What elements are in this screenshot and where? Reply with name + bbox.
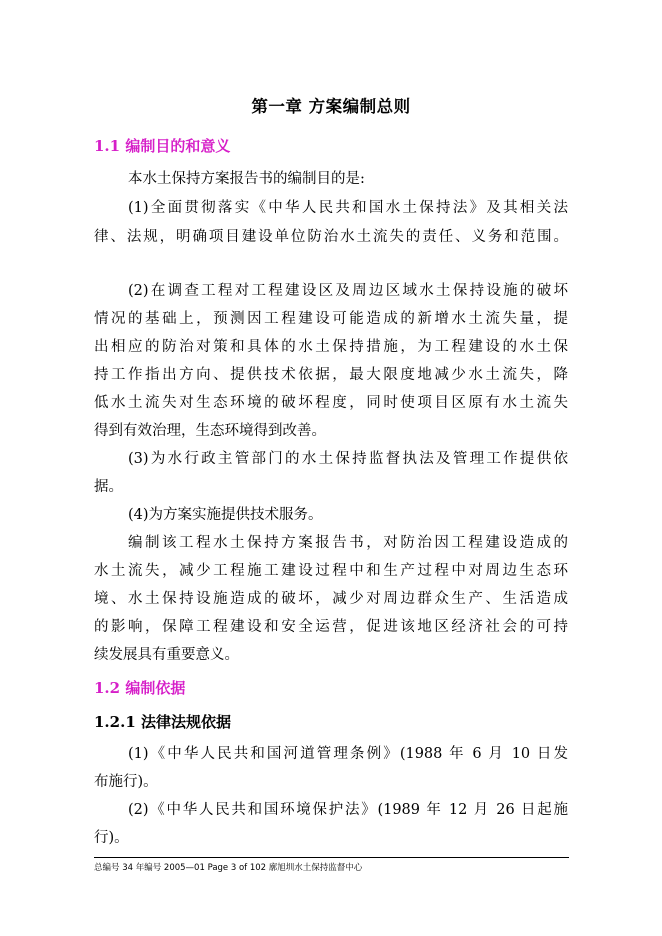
- paragraph-line: 行)。: [94, 830, 129, 846]
- paragraph-line: (4)为方案实施提供技术服务。: [128, 507, 323, 523]
- paragraph-line: 布施行)。: [94, 774, 158, 790]
- paragraph-line: 低水土流失对生态环境的破坏程度，同时使项目区原有水土流失: [94, 395, 568, 411]
- footer-divider: [94, 857, 569, 858]
- paragraph-line: 出相应的防治对策和具体的水土保持措施，为工程建设的水土保: [94, 339, 568, 355]
- paragraph-line: 情况的基础上，预测因工程建设可能造成的新增水土流失量，提: [94, 311, 568, 327]
- paragraph-line: 境、水土保持设施造成的破坏，减少对周边群众生产、生活造成: [94, 591, 568, 607]
- section-heading-1-1: 1.1 编制目的和意义: [94, 137, 231, 155]
- subsection-heading-1-2-1: 1.2.1 法律法规依据: [94, 713, 231, 731]
- paragraph-line: 得到有效治理，生态环境得到改善。: [94, 423, 326, 439]
- paragraph-line: 的影响，保障工程建设和安全运营，促进该地区经济社会的可持: [94, 619, 568, 635]
- paragraph-line: (1)《中华人民共和国河道管理条例》(1988 年 6 月 10 日发: [128, 746, 568, 762]
- paragraph-line: 据。: [94, 479, 123, 495]
- chapter-title: 第一章 方案编制总则: [251, 97, 411, 116]
- section-heading-1-2: 1.2 编制依据: [94, 679, 186, 697]
- paragraph-line: 本水土保持方案报告书的编制目的是:: [128, 171, 365, 187]
- paragraph-line: 水土流失，减少工程施工建设过程中和生产过程中对周边生态环: [94, 563, 568, 579]
- paragraph-line: 律、法规，明确项目建设单位防治水土流失的责任、义务和范围。: [94, 229, 568, 245]
- paragraph-line: (2)在调查工程对工程建设区及周边区域水土保持设施的破坏: [128, 283, 568, 299]
- paragraph-line: (3)为水行政主管部门的水土保持监督执法及管理工作提供依: [128, 451, 568, 467]
- page-footer: 总编号 34 年编号 2005—01 Page 3 of 102 廓旭圳水土保持监督中心: [94, 863, 363, 873]
- paragraph-line: (1)全面贯彻落实《中华人民共和国水土保持法》及其相关法: [128, 200, 568, 216]
- paragraph-line: (2)《中华人民共和国环境保护法》(1989 年 12 月 26 日起施: [128, 802, 568, 818]
- paragraph-line: 编制该工程水土保持方案报告书，对防治因工程建设造成的: [128, 535, 568, 551]
- paragraph-line: 续发展具有重要意义。: [94, 647, 239, 663]
- paragraph-line: 持工作指出方向、提供技术依据，最大限度地减少水土流失，降: [94, 367, 568, 383]
